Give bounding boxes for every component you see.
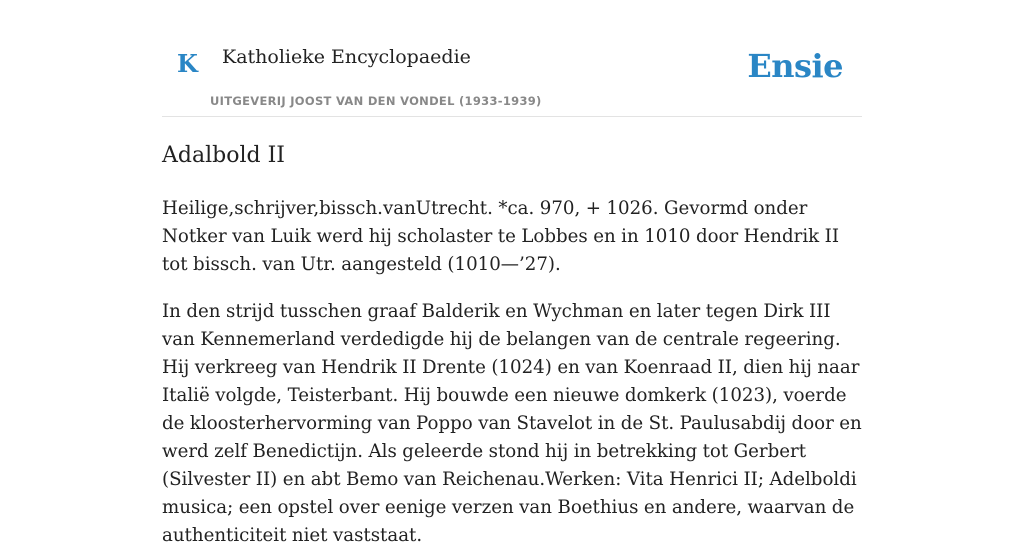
encyclopedia-title[interactable]: Katholieke Encyclopaedie [222, 46, 471, 68]
ensie-brand-link[interactable]: Ensie [747, 47, 843, 85]
article-paragraph: Heilige,schrijver,bissch.vanUtrecht. *ca. 970, + 1026. Gevormd onder Notker van Luik werd hij scholaster te Lobbes en in 1010 door Hendrik II tot bissch. van Utr. aangesteld (1010—’27). [162, 198, 840, 275]
article-title: Adalbold II [162, 143, 285, 168]
page [162, 0, 862, 550]
site-header [162, 0, 862, 117]
publisher-label: UITGEVERIJ JOOST VAN DEN VONDEL (1933-1939) [210, 94, 542, 108]
article-paragraph: In den strijd tusschen graaf Balderik en Wychman en later tegen Dirk III van Kennemerland verdedigde hij de belangen van de centrale regeering. Hij verkreeg van Hendrik II Drente (1024) en van Koenraad II, dien hij naar Italië volgde, Teisterbant. Hij bouwde een nieuwe domkerk (1023), voerde de kloosterhervorming van Poppo van Stavelot in de St. Paulusabdij door en werd zelf Benedictijn. Als geleerde stond hij in betrekking tot Gerbert (Silvester II) en abt Bemo van Reichenau.Werken: Vita Henrici II; Adelboldi musica; een opstel over eenige verzen van Boethius en andere, waarvan de authenticiteit niet vaststaat. [162, 301, 862, 546]
article [162, 143, 862, 550]
encyclopedia-logo-icon[interactable]: K [177, 49, 198, 78]
